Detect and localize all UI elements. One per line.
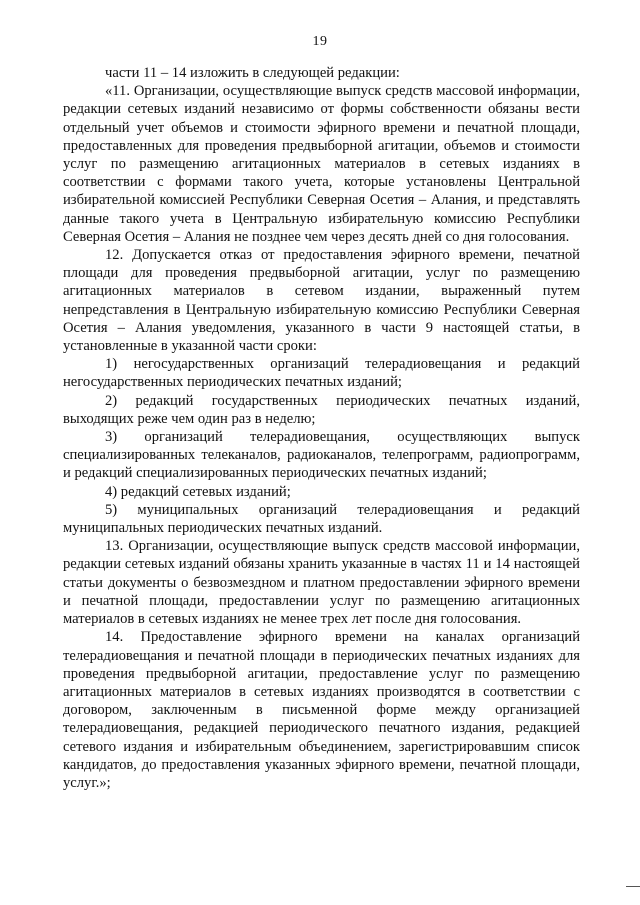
paragraph-part-12: 12. Допускается отказ от предоставления эфирного времени, печатной площади для проведения предвыборной агитации, услуг по размещению агитационных материалов в сетевом издании, выраженный путем непредставления в Центральную избирательную комиссию Республики Северная Осетия – Алания уведомления, указанного в части 9 настоящей статьи, в установленные в указанной части сроки: (63, 247, 580, 355)
scan-edge-mark (626, 886, 640, 887)
paragraph-intro: части 11 – 14 изложить в следующей редакции: (105, 65, 400, 81)
list-item-4: 4) редакций сетевых изданий; (105, 483, 291, 500)
document-body (63, 64, 580, 792)
paragraph-part-14: 14. Предоставление эфирного времени на каналах организаций телерадиовещания и печатной площади в периодических печатных изданиях для проведения предвыборной агитации, предоставление услуг по размещению агитационных материалов в сетевых изданиях производятся в соответствии с договором, заключенным в письменной форме между организацией телерадиовещания, редакцией периодического печатного издания, редакцией сетевого издания и избирательным объединением, зарегистрировавшим список кандидатов, до предоставления указанных эфирного времени, печатной площади, услуг.»; (63, 629, 580, 791)
list-item-3: 3) организаций телерадиовещания, осуществляющих выпуск специализированных телеканалов, радиоканалов, телепрограмм, радиопрограмм, и редакций специализированных периодических печатных изданий; (63, 429, 580, 482)
list-item-2: 2) редакций государственных периодических печатных изданий, выходящих реже чем один раз в неделю; (63, 392, 580, 427)
page-number: 19 (312, 34, 328, 49)
paragraph-part-11: «11. Организации, осуществляющие выпуск средств массовой информации, редакции сетевых изданий независимо от формы собственности обязаны вести отдельный учет объемов и стоимости эфирного времени и печатной площади, предоставленных для проведения предвыборной агитации, объемов и стоимости услуг по размещению агитационных материалов в сетевых изданиях в соответствии с формами такого учета, которые установлены Центральной избирательной комиссией Республики Северная Осетия – Алания, и представлять данные такого учета в Центральную избирательную комиссию Республики Северная Осетия – Алания не позднее чем через десять дней со дня голосования. (63, 83, 580, 245)
list-item-5: 5) муниципальных организаций телерадиовещания и редакций муниципальных периодических печатных изданий. (63, 501, 580, 537)
paragraph-part-13: 13. Организации, осуществляющие выпуск средств массовой информации, редакции сетевых изданий обязаны хранить указанные в частях 11 и 14 настоящей статьи документы о безвозмездном и платном предоставлении эфирного времени и печатной площади, предоставлении услуг по размещению агитационных материалов в сетевых изданиях не менее трех лет после дня голосования. (63, 538, 580, 628)
list-item-1: 1) негосударственных организаций телерадиовещания и редакций негосударственных периодических печатных изданий; (63, 356, 580, 391)
